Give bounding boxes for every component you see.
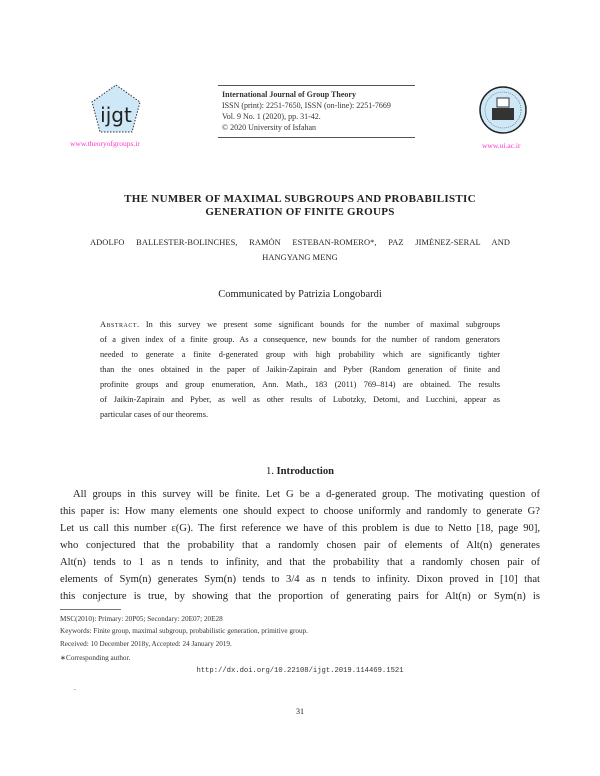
keywords: Keywords: Finite group, maximal subgroup, probabilistic generation, primitive group. <box>60 627 308 635</box>
abstract-text: . In this survey we present some significant bounds for the number of maximal subgroups <box>137 320 500 329</box>
university-logo <box>478 84 528 136</box>
section-number: 1. <box>265 466 274 477</box>
abstract-line: of Jaikin-Zapirain and Pyber, as well as other results of Lubotzky, Detomi, and Lucchini, appear as <box>100 395 500 404</box>
body-line: elements of Sym(n) generates Sym(n) tends to 3/4 as n tends to infinity. Dixon proved in [10] that <box>60 574 540 585</box>
body-line: Let us call this number ε(G). The first reference we have of this problem is due to Netto [18, page 90], <box>60 523 540 534</box>
communicated-by: Communicated by Patrizia Longobardi <box>218 289 382 300</box>
journal-name: International Journal of Group Theory <box>222 90 356 99</box>
section-heading <box>0 465 600 478</box>
journal-logo <box>90 82 142 140</box>
authors-line-2: HANGYANG MENG <box>262 253 338 262</box>
paper-title-line-2: GENERATION OF FINITE GROUPS <box>205 206 395 218</box>
authors-line-1: ADOLFO BALLESTER-BOLINCHES, RAMÓN ESTEBAN-ROMERO*, PAZ JIMÉNEZ-SERAL AND <box>90 238 510 247</box>
doi-link[interactable]: http://dx.doi.org/10.22108/ijgt.2019.114469.1521 <box>196 667 404 675</box>
stray-dot: . <box>74 684 76 692</box>
abstract-line: needed to generate a finite d-generated group with high probability which are significantly tighter <box>100 350 500 359</box>
abstract-line: particular cases of our theorems. <box>100 410 209 419</box>
footnote-rule <box>60 609 121 610</box>
section-title: Introduction <box>276 466 335 477</box>
journal-copyright: © 2020 University of Isfahan <box>222 123 317 132</box>
page-number: 31 <box>296 707 304 716</box>
university-website-link[interactable]: www.ui.ac.ir <box>482 141 521 150</box>
journal-issn: ISSN (print): 2251-7650, ISSN (on-line): 2251-7669 <box>222 101 391 110</box>
abstract-line: profinite groups and group enumeration, Ann. Math., 183 (2011) 769–814) are obtained. The results <box>100 380 500 389</box>
corresponding-author-note: ∗Corresponding author. <box>60 654 131 662</box>
header-top-rule <box>218 85 415 86</box>
body-line: who conjectured that the probability that a randomly chosen pair of elements of Alt(n) generates <box>60 540 540 551</box>
abstract-line: than the ones obtained in the paper of Jaikin-Zapirain and Pyber (Random generation of finite and <box>100 365 500 374</box>
body-line: All groups in this survey will be finite. Let G be a d-generated group. The motivating question of <box>73 489 540 500</box>
msc-classification: MSC(2010): Primary: 20P05; Secondary: 20E07; 20E28 <box>60 615 223 623</box>
abstract-line-1 <box>100 320 500 330</box>
abstract-label: Abstract <box>100 320 137 329</box>
header-bottom-rule <box>218 137 415 138</box>
journal-volume: Vol. 9 No. 1 (2020), pp. 31-42. <box>222 112 321 121</box>
paper-title-line-1: THE NUMBER OF MAXIMAL SUBGROUPS AND PROBABILISTIC <box>124 193 476 205</box>
body-line: this conjecture is true, by showing that the proportion of generating pairs for Alt(n) or Sym(n) is <box>60 591 540 602</box>
body-line: this paper is: How many elements one should expect to choose uniformly and randomly to generate G? <box>60 506 540 517</box>
journal-website-link[interactable]: www.theoryofgroups.ir <box>70 139 140 148</box>
body-line: Alt(n) tends to 1 as n tends to infinity, and that the probability that a randomly chosen pair of <box>60 557 540 568</box>
abstract-line: of a given index of a finite group. As a consequence, new bounds for the number of random generators <box>100 335 500 344</box>
received-accepted-dates: Received: 10 December 2018y, Accepted: 24 January 2019. <box>60 640 232 648</box>
logo-lettering: ijgt <box>100 103 132 127</box>
